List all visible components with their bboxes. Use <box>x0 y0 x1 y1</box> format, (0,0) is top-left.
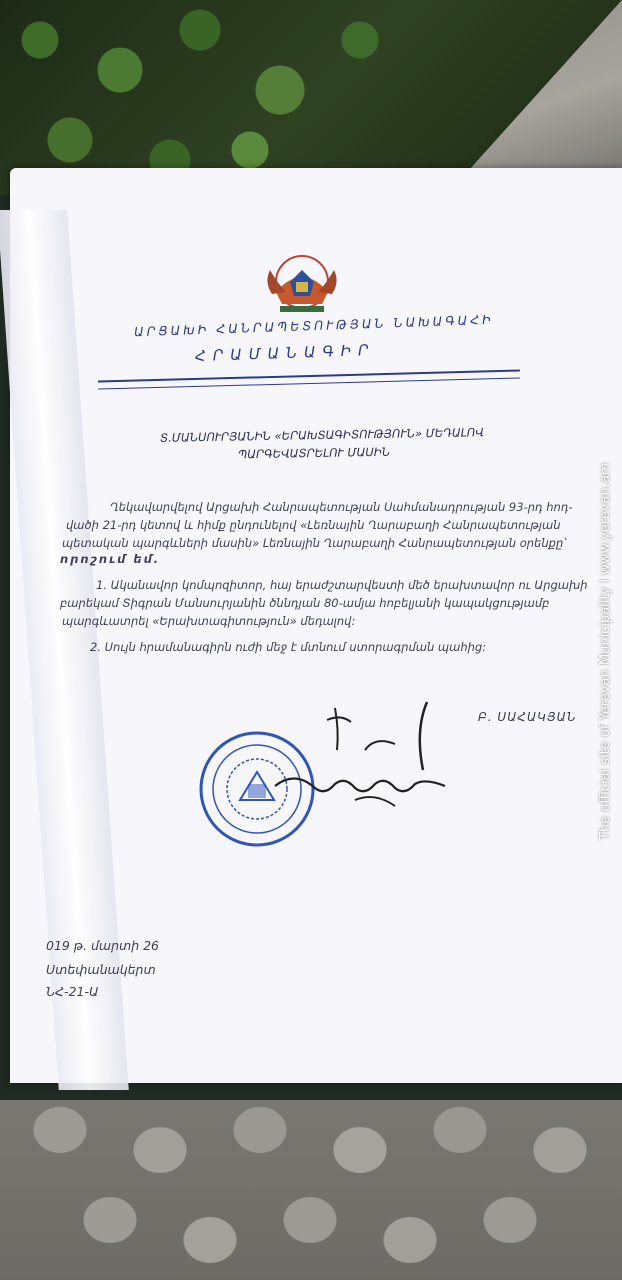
decree-title-line2: ՊԱՐԳԵՎԱՏՐԵԼՈՒ ՄԱՍԻՆ <box>237 444 391 462</box>
clause-1-end: պարգևատրել «Երախտագիտություն» մեդալով: <box>62 614 356 628</box>
decree-date: 019 թ. մարտի 26 <box>46 938 160 953</box>
watermark <box>598 440 622 840</box>
signer-name: Բ. ՍԱՀԱԿՅԱՆ <box>478 710 577 724</box>
body-line: Ղեկավարվելով Արցախի Հանրապետության Սահմանադրության 93-րդ հոդ- <box>110 500 573 514</box>
decree-title: Տ.ՄԱՆՍՈՒՐՅԱՆԻՆ «ԵՐԱԽՏԱԳԻՏՈՒԹՅՈՒՆ» ՄԵԴԱԼՈՎ <box>159 425 485 445</box>
watermark-text: The official site of Yerevan Municipality I www.yerevan.am <box>598 462 613 840</box>
decision-word: որոշում եմ. <box>60 552 161 566</box>
clause-1-cont: բարեկամ Տիգրան Մանսուրյանին ծննդյան 80-ամյա հոբելյանի կապակցությամբ <box>60 596 550 610</box>
decree-number: ՆՀ-21-Ա <box>46 984 99 999</box>
signature-icon <box>255 700 455 820</box>
clause-2: 2. Սույն հրամանագիրն ուժի մեջ է մտնում ստորագրման պահից: <box>90 640 487 654</box>
body-line: վածի 21-րդ կետով և հիմք ընդունելով «Լեռնային Ղարաբաղի Հանրապետության <box>66 518 561 532</box>
background-pavement-tiles <box>0 1090 622 1280</box>
coat-of-arms-icon <box>262 252 342 320</box>
issuer-header: ԱՐՑԱԽԻ ՀԱՆՐԱՊԵՏՈՒԹՅԱՆ ՆԱԽԱԳԱՀԻ <box>133 311 494 340</box>
clause-1: 1. Ականավոր կոմպոզիտոր, հայ երաժշտարվեստի մեծ երախտավոր ու Արցախի <box>96 578 588 592</box>
decree-place: Ստեփանակերտ <box>46 962 156 977</box>
body-line: պետական պարգևների մասին» Լեռնային Ղարաբաղի Հանրապետության օրենքը՝ <box>62 536 566 550</box>
document-type-heading: ՀՐԱՄԱՆԱԳԻՐ <box>194 340 376 366</box>
